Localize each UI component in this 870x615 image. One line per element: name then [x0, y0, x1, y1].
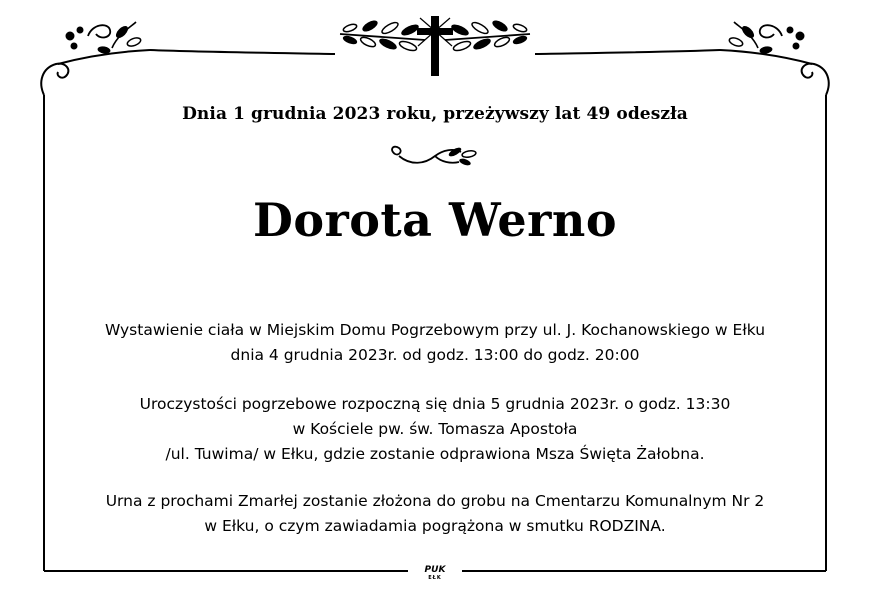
logo-main-text: PUK	[424, 565, 446, 575]
floral-corner-icon	[720, 22, 829, 95]
deceased-name: Dorota Werno	[252, 193, 618, 247]
paragraph-line: dnia 4 grudnia 2023r. od godz. 13:00 do godz. 20:00	[230, 346, 640, 364]
paragraph-line: /ul. Tuwima/ w Ełku, gdzie zostanie odprawiona Msza Święta Żałobna.	[165, 445, 705, 463]
funeral-paragraph	[40, 392, 830, 467]
paragraph-line: w Ełku, o czym zawiadamia pogrążona w smutku RODZINA.	[204, 517, 666, 535]
paragraph-line: w Kościele pw. św. Tomasza Apostoła	[292, 420, 578, 438]
paragraph-line: Uroczystości pogrzebowe rozpoczną się dnia 5 grudnia 2023r. o godz. 13:30	[139, 395, 731, 413]
paragraph-line: Wystawienie ciała w Miejskim Domu Pogrzebowym przy ul. J. Kochanowskiego w Ełku	[104, 321, 766, 339]
viewing-paragraph	[40, 318, 830, 368]
burial-paragraph	[40, 489, 830, 539]
leaf-flourish-icon	[385, 144, 485, 170]
floral-corner-icon	[41, 22, 150, 95]
death-date-line: Dnia 1 grudnia 2023 roku, przeżywszy lat 49 odeszła	[182, 104, 688, 124]
paragraph-line: Urna z prochami Zmarłej zostanie złożona do grobu na Cmentarzu Komunalnym Nr 2	[105, 492, 765, 510]
logo-sub-text: EŁK	[428, 575, 442, 581]
cross-with-laurel-icon	[340, 16, 530, 76]
puk-logo	[415, 565, 455, 581]
